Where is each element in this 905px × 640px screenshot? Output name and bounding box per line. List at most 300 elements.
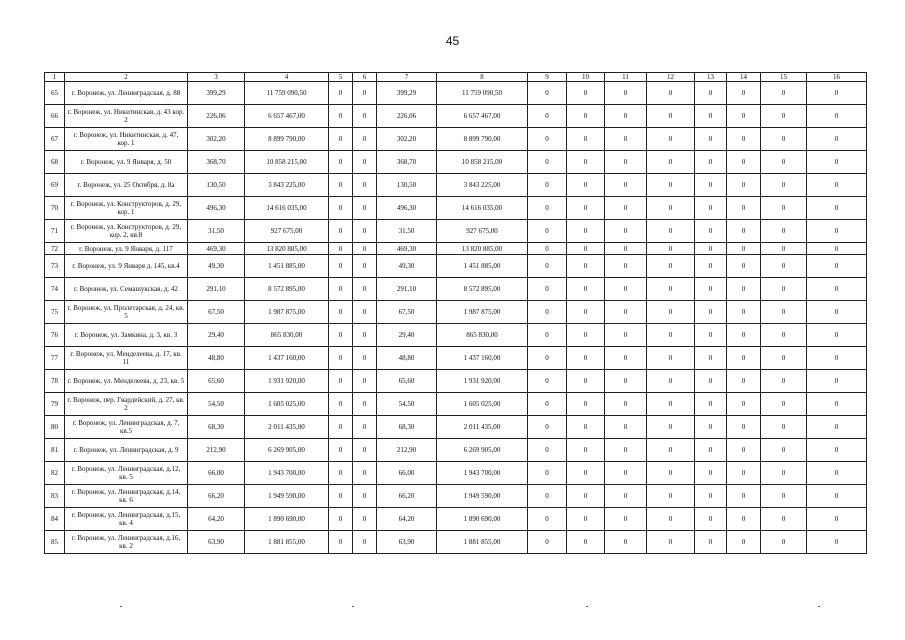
table-cell: 0: [528, 531, 567, 554]
table-cell: 0: [528, 255, 567, 278]
table-cell: 0: [605, 324, 647, 347]
table-cell: 63,90: [188, 531, 245, 554]
table-cell: 368,70: [377, 151, 437, 174]
address-cell: г. Воронеж, ул. Ленинградская, д.14, кв. 6: [65, 485, 188, 508]
table-cell: 0: [695, 197, 727, 220]
table-cell: 0: [761, 174, 807, 197]
table-cell: 0: [727, 370, 761, 393]
table-row: [45, 197, 867, 220]
table-cell: 0: [727, 531, 761, 554]
table-cell: 0: [353, 174, 377, 197]
table-cell: 0: [353, 531, 377, 554]
column-header: 3: [188, 73, 245, 82]
table-cell: 0: [807, 416, 867, 439]
table-cell: 0: [695, 508, 727, 531]
table-cell: 0: [567, 174, 605, 197]
table-cell: 1 931 920,00: [437, 370, 528, 393]
table-cell: 66,00: [377, 462, 437, 485]
table-cell: 0: [605, 243, 647, 255]
address-cell: г. Воронеж, ул. Ленинградская, д.12, кв. 5: [65, 462, 188, 485]
table-row: [45, 255, 867, 278]
table-cell: 0: [761, 278, 807, 301]
table-cell: 0: [695, 416, 727, 439]
address-cell: г. Воронеж, ул. Конструкторов, д. 29, кор. 1: [65, 197, 188, 220]
table-row: [45, 324, 867, 347]
table-cell: 0: [528, 243, 567, 255]
table-cell: 0: [353, 128, 377, 151]
table-cell: 0: [605, 439, 647, 462]
table-cell: 0: [567, 508, 605, 531]
table-cell: 10 858 215,00: [437, 151, 528, 174]
table-cell: 0: [353, 508, 377, 531]
table-cell: 0: [647, 485, 695, 508]
table-cell: 927 675,00: [437, 220, 528, 243]
table-cell: 0: [353, 301, 377, 324]
table-cell: 302,20: [188, 128, 245, 151]
table-cell: 8 572 895,00: [245, 278, 329, 301]
table-cell: 0: [567, 82, 605, 105]
column-header: 11: [605, 73, 647, 82]
table-cell: 0: [807, 439, 867, 462]
table-row: [45, 347, 867, 370]
row-number: 75: [45, 301, 65, 324]
table-cell: 0: [647, 462, 695, 485]
table-cell: 0: [647, 370, 695, 393]
table-cell: 0: [727, 301, 761, 324]
table-cell: 0: [647, 220, 695, 243]
table-cell: 0: [528, 485, 567, 508]
column-header: 16: [807, 73, 867, 82]
table-cell: 31,50: [377, 220, 437, 243]
table-cell: 3 843 225,00: [245, 174, 329, 197]
table-cell: 0: [807, 324, 867, 347]
table-cell: 0: [761, 197, 807, 220]
table-cell: 14 616 035,00: [437, 197, 528, 220]
table-cell: 0: [567, 301, 605, 324]
table-cell: 212,90: [377, 439, 437, 462]
table-row: [45, 278, 867, 301]
table-cell: 13 820 885,00: [437, 243, 528, 255]
table-cell: 0: [695, 105, 727, 128]
table-cell: 212,90: [188, 439, 245, 462]
table-cell: 0: [567, 393, 605, 416]
table-cell: 0: [329, 278, 353, 301]
table-cell: 3 843 225,00: [437, 174, 528, 197]
table-cell: 865 830,00: [437, 324, 528, 347]
table-cell: 0: [353, 462, 377, 485]
table-cell: 0: [528, 416, 567, 439]
table-cell: 0: [353, 197, 377, 220]
table-cell: 226,06: [377, 105, 437, 128]
address-cell: г. Воронеж, ул. Ленинградская, д.16, кв. 2: [65, 531, 188, 554]
table-cell: 68,30: [188, 416, 245, 439]
address-cell: г. Воронеж, ул. Замкина, д. 3, кв. 3: [65, 324, 188, 347]
address-cell: г. Воронеж, ул. Ленинградская, д.15, кв. 4: [65, 508, 188, 531]
table-cell: 6 657 467,00: [245, 105, 329, 128]
table-cell: 0: [807, 301, 867, 324]
table-cell: 1 949 590,00: [245, 485, 329, 508]
table-cell: 0: [567, 485, 605, 508]
table-cell: 0: [647, 324, 695, 347]
table-cell: 0: [528, 174, 567, 197]
table-cell: 0: [567, 255, 605, 278]
table-row: [45, 220, 867, 243]
table-cell: 0: [727, 485, 761, 508]
table-cell: 0: [329, 243, 353, 255]
table-cell: 0: [695, 485, 727, 508]
table-cell: 0: [528, 370, 567, 393]
table-cell: 0: [761, 439, 807, 462]
table-cell: 0: [329, 347, 353, 370]
table-cell: 0: [761, 416, 807, 439]
table-cell: 0: [727, 324, 761, 347]
table-cell: 0: [528, 462, 567, 485]
table-cell: 54,50: [377, 393, 437, 416]
table-cell: 0: [647, 82, 695, 105]
table-cell: 368,70: [188, 151, 245, 174]
table-cell: 0: [605, 255, 647, 278]
table-cell: 0: [605, 220, 647, 243]
address-cell: г. Воронеж, ул. Ленинградская, д. 9: [65, 439, 188, 462]
table-cell: 0: [528, 324, 567, 347]
table-cell: 0: [329, 462, 353, 485]
table-cell: 0: [528, 197, 567, 220]
table-cell: 0: [353, 370, 377, 393]
table-cell: 0: [807, 370, 867, 393]
table-cell: 1 949 590,00: [437, 485, 528, 508]
table-cell: 65,60: [188, 370, 245, 393]
table-cell: 0: [353, 243, 377, 255]
table-cell: 0: [761, 220, 807, 243]
table-cell: 0: [647, 301, 695, 324]
table-cell: 0: [761, 531, 807, 554]
table-cell: 66,00: [188, 462, 245, 485]
table-cell: 0: [567, 128, 605, 151]
table-cell: 65,60: [377, 370, 437, 393]
table-cell: 0: [605, 174, 647, 197]
table-cell: 0: [605, 370, 647, 393]
table-cell: 0: [329, 508, 353, 531]
address-cell: г. Воронеж, ул. Конструкторов, д. 29, кор. 2, кв.8: [65, 220, 188, 243]
table-cell: 0: [647, 393, 695, 416]
address-cell: г. Воронеж, пер. Гвардейский, д. 27, кв. 2: [65, 393, 188, 416]
table-cell: 0: [567, 197, 605, 220]
table-cell: 10 858 215,00: [245, 151, 329, 174]
table-cell: 0: [647, 197, 695, 220]
table-cell: 0: [761, 255, 807, 278]
table-cell: 66,20: [188, 485, 245, 508]
table-cell: 0: [605, 347, 647, 370]
table-cell: 68,30: [377, 416, 437, 439]
table-cell: 0: [353, 255, 377, 278]
row-number: 80: [45, 416, 65, 439]
table-cell: 0: [647, 255, 695, 278]
table-cell: 48,80: [188, 347, 245, 370]
table-cell: 48,80: [377, 347, 437, 370]
table-cell: 0: [329, 324, 353, 347]
address-cell: г. Воронеж, ул. Семашукская, д. 42: [65, 278, 188, 301]
table-cell: 0: [647, 416, 695, 439]
table-cell: 0: [727, 128, 761, 151]
table-cell: 0: [528, 128, 567, 151]
table-cell: 0: [567, 416, 605, 439]
table-cell: 0: [605, 485, 647, 508]
table-cell: 291,10: [377, 278, 437, 301]
address-cell: г. Воронеж, ул. Никитинская, д. 47, кор. 1: [65, 128, 188, 151]
table-cell: 0: [353, 416, 377, 439]
table-cell: 0: [695, 243, 727, 255]
table-cell: 0: [329, 174, 353, 197]
table-cell: 63,90: [377, 531, 437, 554]
table-cell: 0: [727, 220, 761, 243]
table-cell: 0: [727, 151, 761, 174]
table-cell: 0: [329, 82, 353, 105]
table-body: [45, 82, 867, 554]
table-cell: 0: [807, 174, 867, 197]
table-cell: 0: [528, 278, 567, 301]
table-cell: 0: [567, 324, 605, 347]
table-cell: 0: [329, 531, 353, 554]
table-cell: 0: [605, 393, 647, 416]
table-cell: 0: [761, 151, 807, 174]
table-cell: 0: [807, 220, 867, 243]
table-cell: 0: [647, 347, 695, 370]
table-row: [45, 243, 867, 255]
table-cell: 0: [605, 82, 647, 105]
row-number: 78: [45, 370, 65, 393]
table-row: [45, 416, 867, 439]
table-cell: 0: [647, 174, 695, 197]
table-cell: 1 931 920,00: [245, 370, 329, 393]
table-cell: 0: [528, 105, 567, 128]
table-cell: 1 943 700,00: [437, 462, 528, 485]
address-cell: г. Воронеж, ул. Никитинская, д. 43 кор. 2: [65, 105, 188, 128]
table-cell: 0: [761, 462, 807, 485]
column-header: 12: [647, 73, 695, 82]
table-cell: 0: [807, 105, 867, 128]
address-cell: г. Воронеж, ул. Пролетарская, д. 24, кв. 5: [65, 301, 188, 324]
data-table: [44, 72, 867, 554]
table-row: [45, 531, 867, 554]
table-cell: 0: [353, 220, 377, 243]
table-cell: 67,50: [188, 301, 245, 324]
column-header: 2: [65, 73, 188, 82]
table-cell: 0: [807, 347, 867, 370]
table-cell: 0: [727, 462, 761, 485]
table-cell: 0: [807, 485, 867, 508]
column-header: 15: [761, 73, 807, 82]
row-number: 85: [45, 531, 65, 554]
table-cell: 0: [727, 508, 761, 531]
table-cell: 0: [605, 128, 647, 151]
table-cell: 0: [528, 301, 567, 324]
address-cell: г. Воронеж, ул. 25 Октября, д. 8а: [65, 174, 188, 197]
table-cell: 0: [567, 439, 605, 462]
table-cell: 0: [605, 416, 647, 439]
table-cell: 0: [807, 508, 867, 531]
table-cell: 66,20: [377, 485, 437, 508]
table-cell: 0: [761, 128, 807, 151]
row-number: 83: [45, 485, 65, 508]
table-cell: 927 675,00: [245, 220, 329, 243]
column-header: 10: [567, 73, 605, 82]
column-header: 8: [437, 73, 528, 82]
table-cell: 8 572 895,00: [437, 278, 528, 301]
table-cell: 0: [528, 393, 567, 416]
table-cell: 0: [605, 278, 647, 301]
table-cell: 0: [761, 243, 807, 255]
table-cell: 0: [567, 105, 605, 128]
table-cell: 0: [695, 531, 727, 554]
table-cell: 0: [567, 462, 605, 485]
table-cell: 0: [647, 531, 695, 554]
table-cell: 0: [528, 508, 567, 531]
table-cell: 0: [807, 243, 867, 255]
table-cell: 0: [647, 508, 695, 531]
table-cell: 0: [761, 347, 807, 370]
table-cell: 0: [329, 128, 353, 151]
table-cell: 0: [695, 128, 727, 151]
table-cell: 291,10: [188, 278, 245, 301]
table-cell: 29,40: [377, 324, 437, 347]
table-cell: 865 830,00: [245, 324, 329, 347]
table-cell: 0: [528, 82, 567, 105]
table-cell: 0: [567, 243, 605, 255]
table-cell: 6 269 905,00: [437, 439, 528, 462]
table-cell: 6 269 905,00: [245, 439, 329, 462]
table-cell: 0: [329, 151, 353, 174]
row-number: 65: [45, 82, 65, 105]
table-cell: 0: [761, 324, 807, 347]
table-cell: 0: [807, 82, 867, 105]
table-cell: 0: [329, 416, 353, 439]
row-number: 73: [45, 255, 65, 278]
table-cell: 1 881 855,00: [245, 531, 329, 554]
address-cell: г. Воронеж, ул. 9 Января, д. 117: [65, 243, 188, 255]
row-number: 71: [45, 220, 65, 243]
table-cell: 31,50: [188, 220, 245, 243]
table-cell: 0: [329, 439, 353, 462]
table-row: [45, 485, 867, 508]
table-cell: 1 987 875,00: [437, 301, 528, 324]
table-row: [45, 151, 867, 174]
table-cell: 0: [695, 220, 727, 243]
table-cell: 0: [605, 462, 647, 485]
column-header: 14: [727, 73, 761, 82]
table-cell: 399,29: [377, 82, 437, 105]
address-cell: г. Воронеж, ул. Ленинградская, д. 7, кв.5: [65, 416, 188, 439]
table-cell: 13 820 885,00: [245, 243, 329, 255]
table-cell: 496,30: [377, 197, 437, 220]
table-cell: 1 605 025,00: [437, 393, 528, 416]
row-number: 77: [45, 347, 65, 370]
table-cell: 0: [807, 393, 867, 416]
column-header: 1: [45, 73, 65, 82]
table-cell: 0: [353, 485, 377, 508]
table-cell: 0: [647, 105, 695, 128]
row-number: 74: [45, 278, 65, 301]
table-cell: 0: [695, 301, 727, 324]
table-cell: 1 881 855,00: [437, 531, 528, 554]
table-cell: 0: [353, 324, 377, 347]
table-cell: 11 759 090,50: [245, 82, 329, 105]
table-cell: 0: [727, 393, 761, 416]
table-cell: 0: [605, 105, 647, 128]
table-cell: 8 899 790,00: [245, 128, 329, 151]
table-cell: 0: [807, 278, 867, 301]
table-cell: 0: [761, 301, 807, 324]
table-cell: 226,06: [188, 105, 245, 128]
table-cell: 0: [727, 278, 761, 301]
table-cell: 0: [353, 393, 377, 416]
column-header: 7: [377, 73, 437, 82]
table-cell: 0: [761, 393, 807, 416]
table-cell: 0: [329, 485, 353, 508]
table-row: [45, 174, 867, 197]
table-cell: 1 890 690,00: [245, 508, 329, 531]
table-cell: 0: [329, 393, 353, 416]
table-cell: 0: [761, 82, 807, 105]
table-cell: 0: [528, 151, 567, 174]
table-cell: 0: [807, 462, 867, 485]
table-cell: 0: [727, 82, 761, 105]
table-cell: 1 437 160,00: [437, 347, 528, 370]
column-header: 5: [329, 73, 353, 82]
table-row: [45, 301, 867, 324]
table-cell: 0: [807, 197, 867, 220]
table-cell: 0: [807, 128, 867, 151]
table-cell: 0: [605, 301, 647, 324]
table-cell: 0: [329, 105, 353, 128]
address-cell: г. Воронеж, ул. Ленинградская, д. 88: [65, 82, 188, 105]
table-cell: 469,30: [377, 243, 437, 255]
table-cell: 0: [695, 82, 727, 105]
table-cell: 1 451 885,00: [245, 255, 329, 278]
table-cell: 0: [353, 82, 377, 105]
table-cell: 0: [647, 439, 695, 462]
row-number: 82: [45, 462, 65, 485]
row-number: 70: [45, 197, 65, 220]
table-cell: 49,30: [188, 255, 245, 278]
table-cell: 1 437 160,00: [245, 347, 329, 370]
table-cell: 0: [727, 255, 761, 278]
address-cell: г. Воронеж, ул. Менделеева, д. 23, кв. 5: [65, 370, 188, 393]
column-header: 4: [245, 73, 329, 82]
table-cell: 2 011 435,00: [437, 416, 528, 439]
table-cell: 0: [567, 370, 605, 393]
table-cell: 0: [807, 151, 867, 174]
table-cell: 49,30: [377, 255, 437, 278]
table-cell: 0: [605, 508, 647, 531]
table-cell: 0: [695, 439, 727, 462]
table-cell: 302,20: [377, 128, 437, 151]
table-cell: 29,40: [188, 324, 245, 347]
table-row: [45, 128, 867, 151]
table-cell: 496,30: [188, 197, 245, 220]
table-cell: 2 011 435,00: [245, 416, 329, 439]
table-cell: 1 943 700,00: [245, 462, 329, 485]
address-cell: г. Воронеж, ул. 9 Января, д. 50: [65, 151, 188, 174]
table-cell: 0: [647, 243, 695, 255]
column-header: 6: [353, 73, 377, 82]
table-cell: 0: [695, 278, 727, 301]
address-cell: г. Воронеж, ул. Менделеева, д. 17, кв. 11: [65, 347, 188, 370]
table-cell: 0: [727, 197, 761, 220]
table-cell: 0: [528, 439, 567, 462]
table-cell: 0: [528, 220, 567, 243]
table-cell: 0: [695, 347, 727, 370]
table-cell: 8 899 790,00: [437, 128, 528, 151]
